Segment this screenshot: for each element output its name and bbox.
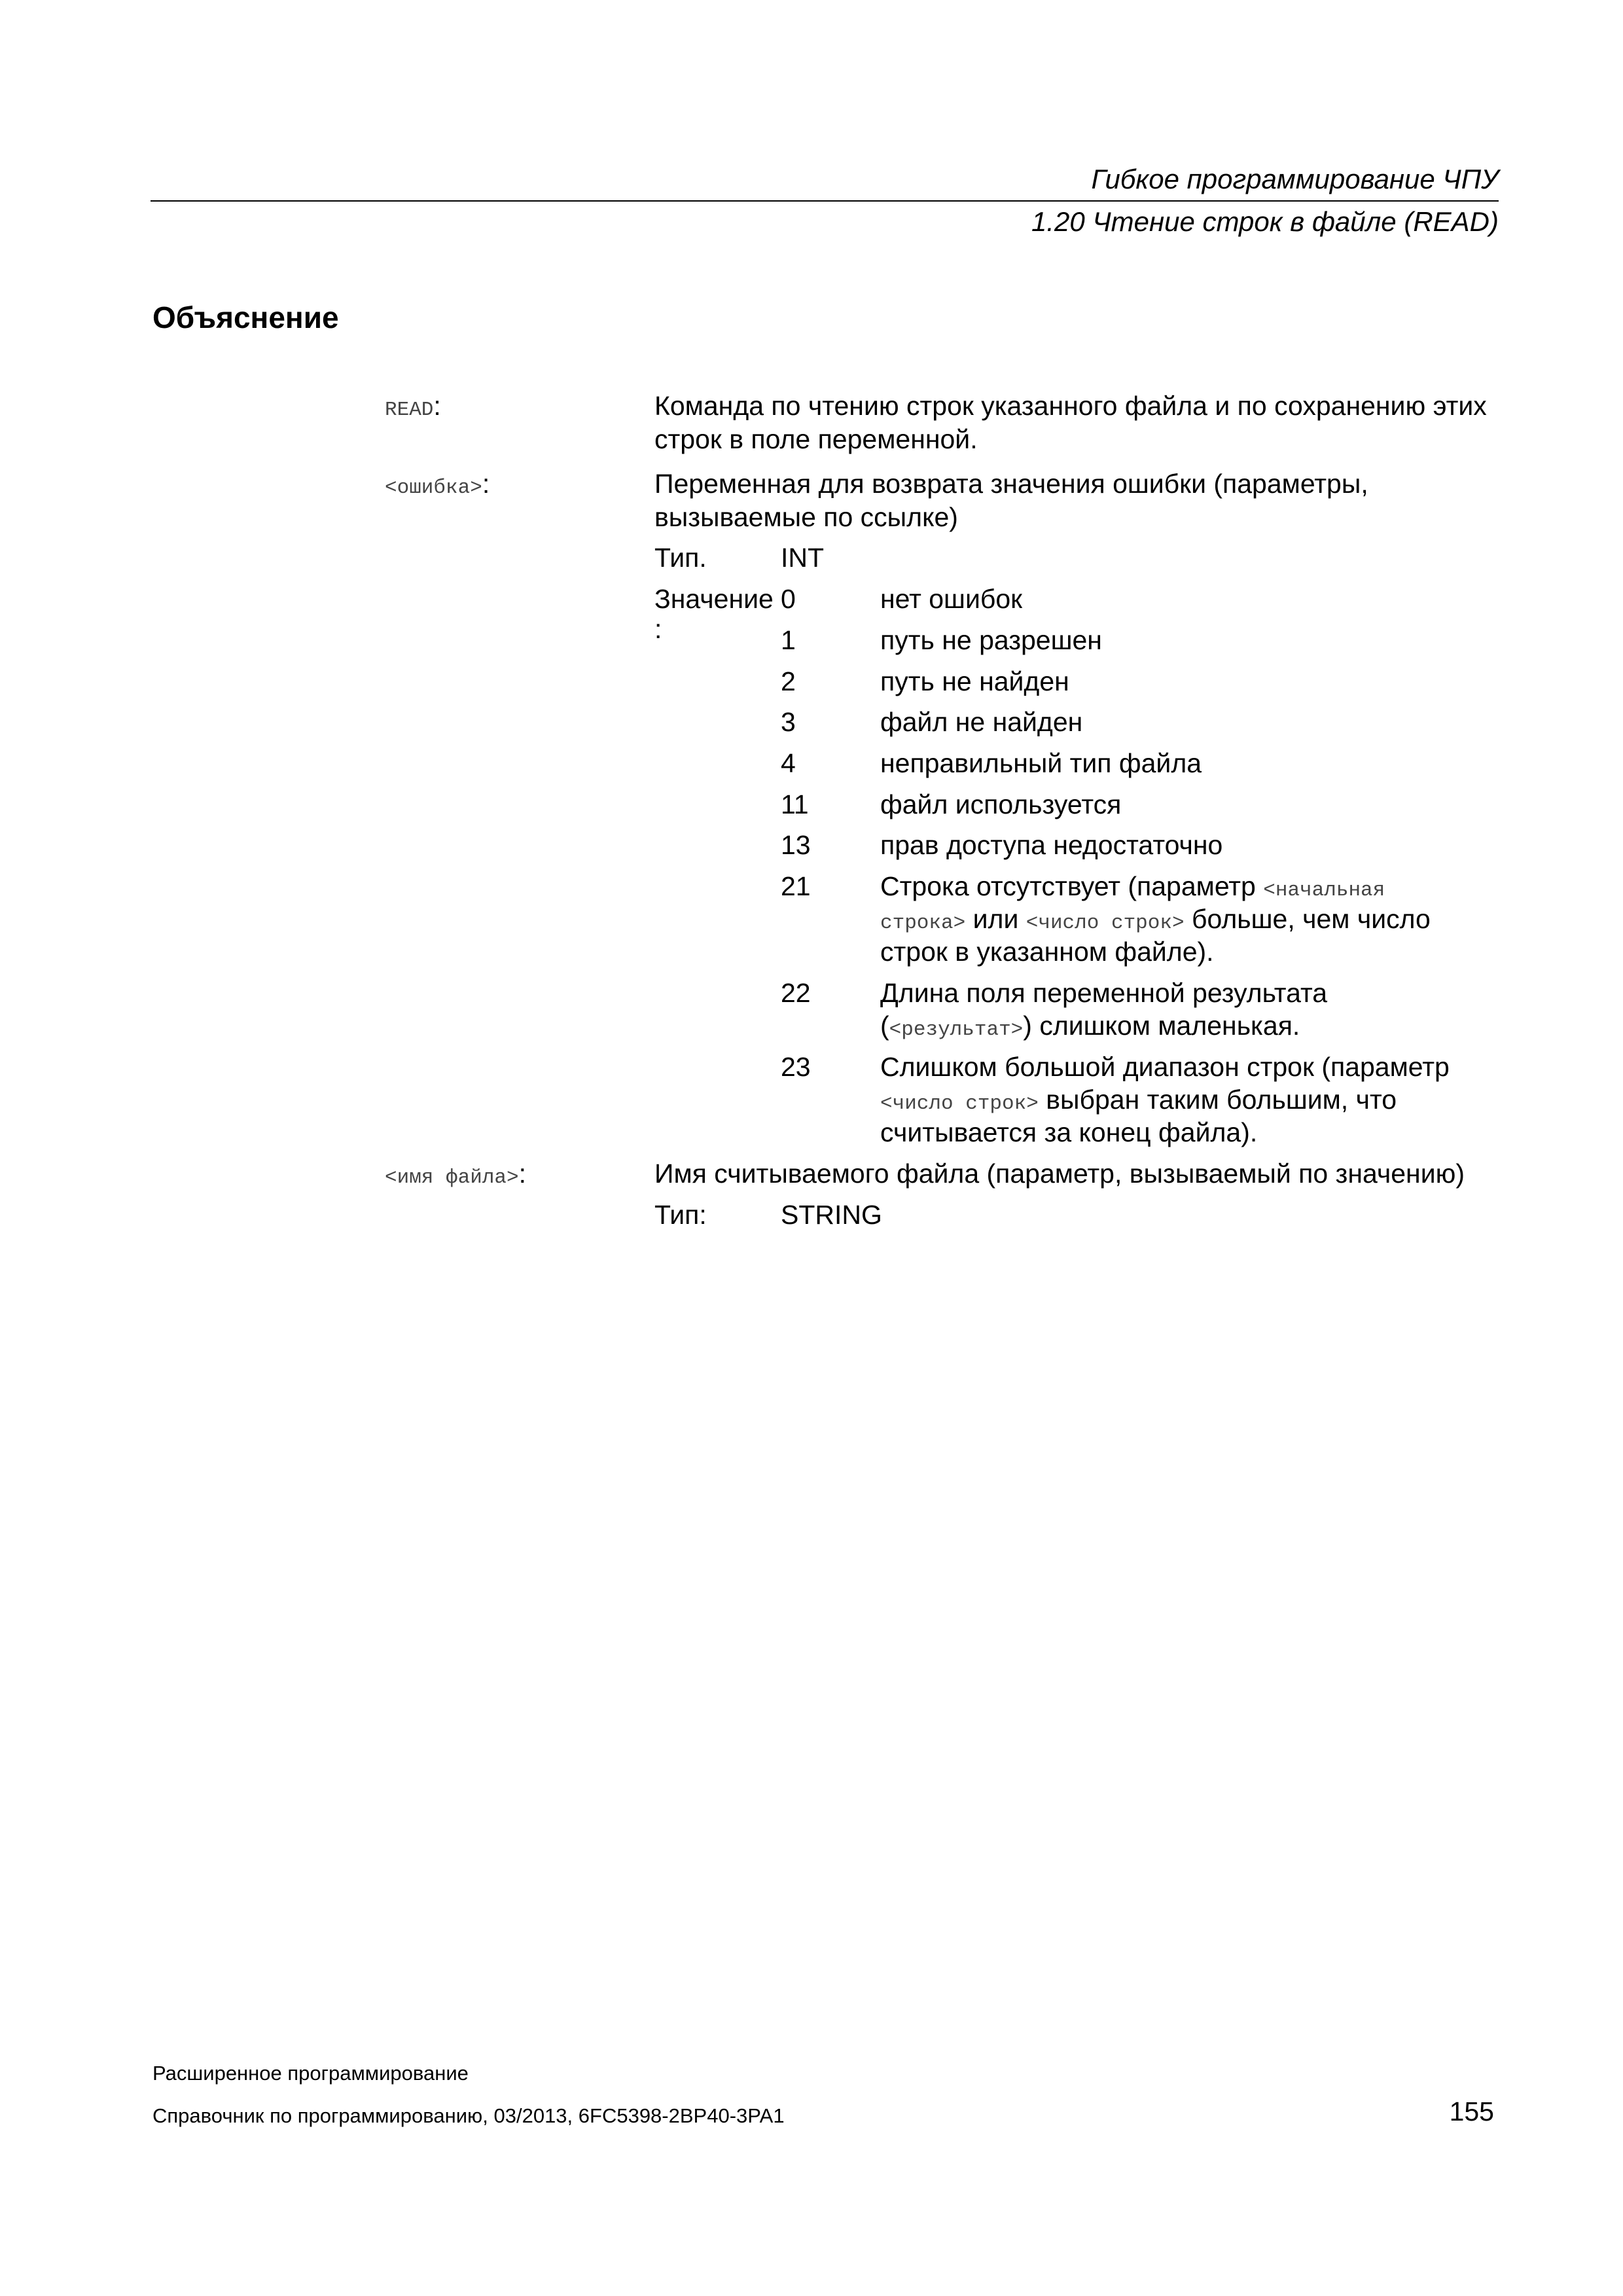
term-error [385, 467, 490, 505]
code-21-param-start-cont: строка> [880, 912, 966, 935]
error-code-text: файл не найден [880, 707, 1083, 737]
section-heading: Объяснение [152, 300, 339, 334]
error-code-number: 0 [781, 584, 796, 614]
code-21-text-or: или [965, 904, 1026, 934]
read-description-line1: Команда по чтению строк указанного файла и по сохранению этих [654, 391, 1487, 421]
term-error-code: <ошибка> [385, 476, 482, 499]
error-code-21-line3: строк в указанном файле). [880, 937, 1214, 967]
error-description-line1: Переменная для возврата значения ошибки (параметры, [654, 469, 1368, 499]
term-error-colon: : [482, 469, 490, 499]
code-22-paren: ( [880, 1011, 889, 1041]
error-code-23-number: 23 [781, 1052, 811, 1082]
error-code-22-number: 22 [781, 978, 811, 1008]
error-code-number: 2 [781, 666, 796, 696]
error-type-label: Тип. [654, 543, 707, 573]
code-21-param-start: <начальная [1263, 879, 1385, 902]
filename-type-value: STRING [781, 1200, 882, 1230]
header-rule [151, 200, 1499, 202]
error-code-number: 11 [781, 789, 809, 819]
running-header-title: Гибкое программирование ЧПУ [1091, 164, 1499, 194]
term-filename [385, 1157, 526, 1195]
code-22-text: ) слишком маленькая. [1023, 1011, 1300, 1041]
error-code-23-line1: Слишком большой диапазон строк (параметр [880, 1052, 1450, 1082]
error-code-number: 13 [781, 830, 811, 860]
error-code-22-line2 [880, 1009, 1300, 1047]
footer-book-title: Расширенное программирование [152, 2062, 469, 2085]
error-code-text: путь не найден [880, 666, 1069, 696]
error-code-text: прав доступа недостаточно [880, 830, 1223, 860]
error-code-text: файл используется [880, 789, 1122, 819]
term-read [385, 389, 441, 427]
term-filename-code: <имя файла> [385, 1166, 519, 1189]
code-22-param-result: <результат> [889, 1018, 1024, 1041]
error-description-line2: вызываемые по ссылке) [654, 502, 958, 532]
footer-book-reference: Справочник по программированию, 03/2013, 6FC5398-2BP40-3PA1 [152, 2104, 785, 2127]
running-header-subtitle: 1.20 Чтение строк в файле (READ) [1031, 206, 1499, 237]
error-value-label-colon: : [654, 614, 662, 644]
page-number: 155 [1449, 2096, 1494, 2126]
error-code-number: 3 [781, 707, 796, 737]
term-filename-colon: : [518, 1158, 527, 1189]
read-description-line2: строк в поле переменной. [654, 424, 978, 454]
error-code-number: 4 [781, 748, 796, 778]
code-23-text: выбран таким большим, что [1038, 1085, 1397, 1115]
error-code-22-line1: Длина поля переменной результата [880, 978, 1328, 1008]
filename-description: Имя считываемого файла (параметр, вызываемый по значению) [654, 1158, 1465, 1189]
error-code-21-number: 21 [781, 871, 811, 901]
term-read-code: READ [385, 399, 434, 422]
error-value-label: Значение [654, 584, 774, 614]
term-read-colon: : [433, 391, 441, 421]
code-21-param-count: <число строк> [1026, 912, 1185, 935]
error-code-23-line3: считывается за конец файла). [880, 1117, 1258, 1147]
error-code-number: 1 [781, 625, 796, 655]
error-code-text: путь не разрешен [880, 625, 1102, 655]
code-21-text-1: Строка отсутствует (параметр [880, 871, 1264, 901]
code-21-text-2: больше, чем число [1184, 904, 1431, 934]
error-type-value: INT [781, 543, 825, 573]
code-23-param-count: <число строк> [880, 1092, 1039, 1115]
error-code-text: нет ошибок [880, 584, 1023, 614]
filename-type-label: Тип: [654, 1200, 707, 1230]
error-code-text: неправильный тип файла [880, 748, 1202, 778]
